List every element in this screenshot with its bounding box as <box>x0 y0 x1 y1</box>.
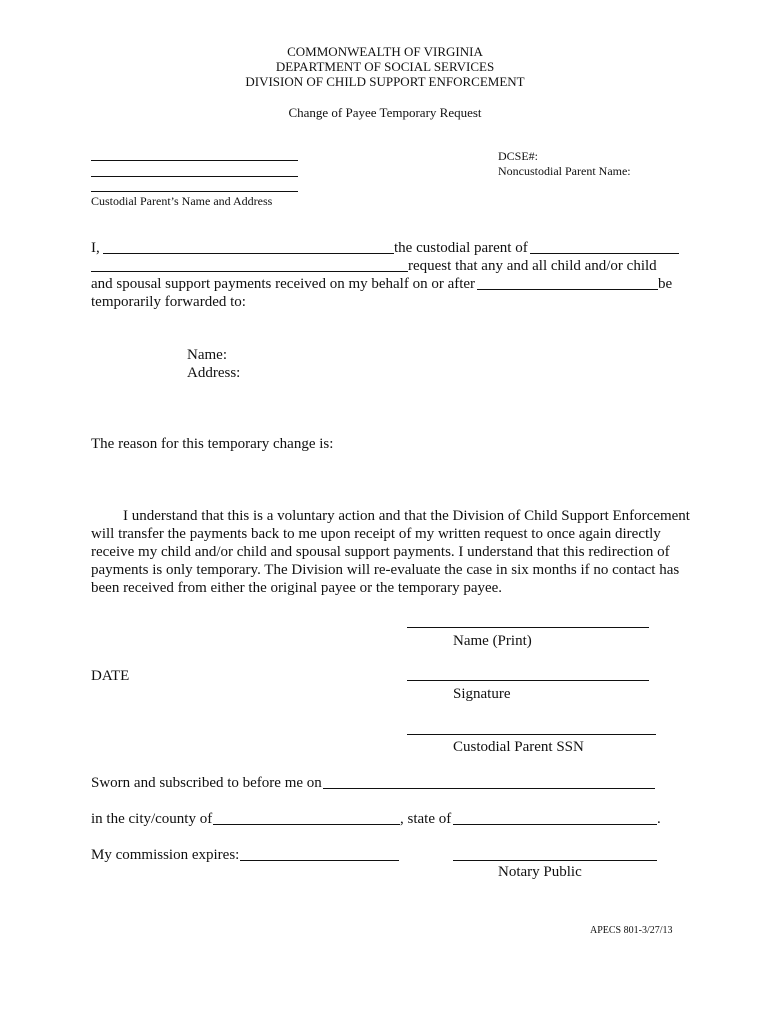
commission-date-line[interactable] <box>240 860 399 861</box>
notary-signature-line[interactable] <box>453 860 657 861</box>
ssn-line[interactable] <box>407 734 656 735</box>
custodial-parent-name-line[interactable] <box>103 253 394 254</box>
signature-line[interactable] <box>407 680 649 681</box>
city-county-line[interactable] <box>213 824 400 825</box>
custodial-name-line-2[interactable] <box>91 176 298 177</box>
sworn-date-line[interactable] <box>323 788 655 789</box>
payee-name-label: Name: <box>187 347 227 363</box>
custodial-caption: Custodial Parent’s Name and Address <box>91 194 273 208</box>
request-text: request that any and all child and/or child <box>408 258 657 274</box>
dcse-label: DCSE#: <box>498 149 539 163</box>
agency-line-1: COMMONWEALTH OF VIRGINIA <box>287 44 483 59</box>
payee-address-label: Address: <box>187 365 241 381</box>
notary-public-label: Notary Public <box>498 864 582 880</box>
name-print-label: Name (Print) <box>453 633 532 649</box>
period-text: . <box>657 811 661 827</box>
custodial-name-line-3[interactable] <box>91 191 298 192</box>
child-name-line[interactable] <box>530 253 679 254</box>
name-print-line[interactable] <box>407 627 649 628</box>
commission-text: My commission expires: <box>91 847 240 863</box>
spousal-text: and spousal support payments received on my behalf on or after <box>91 276 476 292</box>
form-number: APECS 801-3/27/13 <box>590 925 673 936</box>
effective-date-line[interactable] <box>477 289 658 290</box>
signature-label: Signature <box>453 686 511 702</box>
forwarded-text: temporarily forwarded to: <box>91 294 246 310</box>
ssn-label: Custodial Parent SSN <box>453 739 584 755</box>
child-name-line-2[interactable] <box>91 271 408 272</box>
city-county-text: in the city/county of <box>91 811 213 827</box>
sworn-text: Sworn and subscribed to before me on <box>91 775 322 791</box>
agency-line-3: DIVISION OF CHILD SUPPORT ENFORCEMENT <box>245 74 525 89</box>
date-label: DATE <box>91 668 130 684</box>
state-of-text: , state of <box>400 811 452 827</box>
agency-line-2: DEPARTMENT OF SOCIAL SERVICES <box>275 59 495 74</box>
noncustodial-label: Noncustodial Parent Name: <box>498 164 631 178</box>
i-label: I, <box>91 240 100 256</box>
acknowledgement-paragraph: I understand that this is a voluntary action and that the Division of Child Support Enforcement will transfer the payments back to me upon receipt of my written request to once again directly receive my child and/or child and spousal support payments. I understand that this redirection of payments is only temporary. The Division will re-evaluate the case in six months if no contact has been received from either the original payee or the temporary payee. <box>91 508 690 596</box>
form-title: Change of Payee Temporary Request <box>288 105 482 120</box>
custodial-name-line-1[interactable] <box>91 160 298 161</box>
be-text: be <box>658 276 673 292</box>
reason-label: The reason for this temporary change is: <box>91 436 334 452</box>
custodial-parent-of-text: the custodial parent of <box>394 240 528 256</box>
state-line[interactable] <box>453 824 657 825</box>
